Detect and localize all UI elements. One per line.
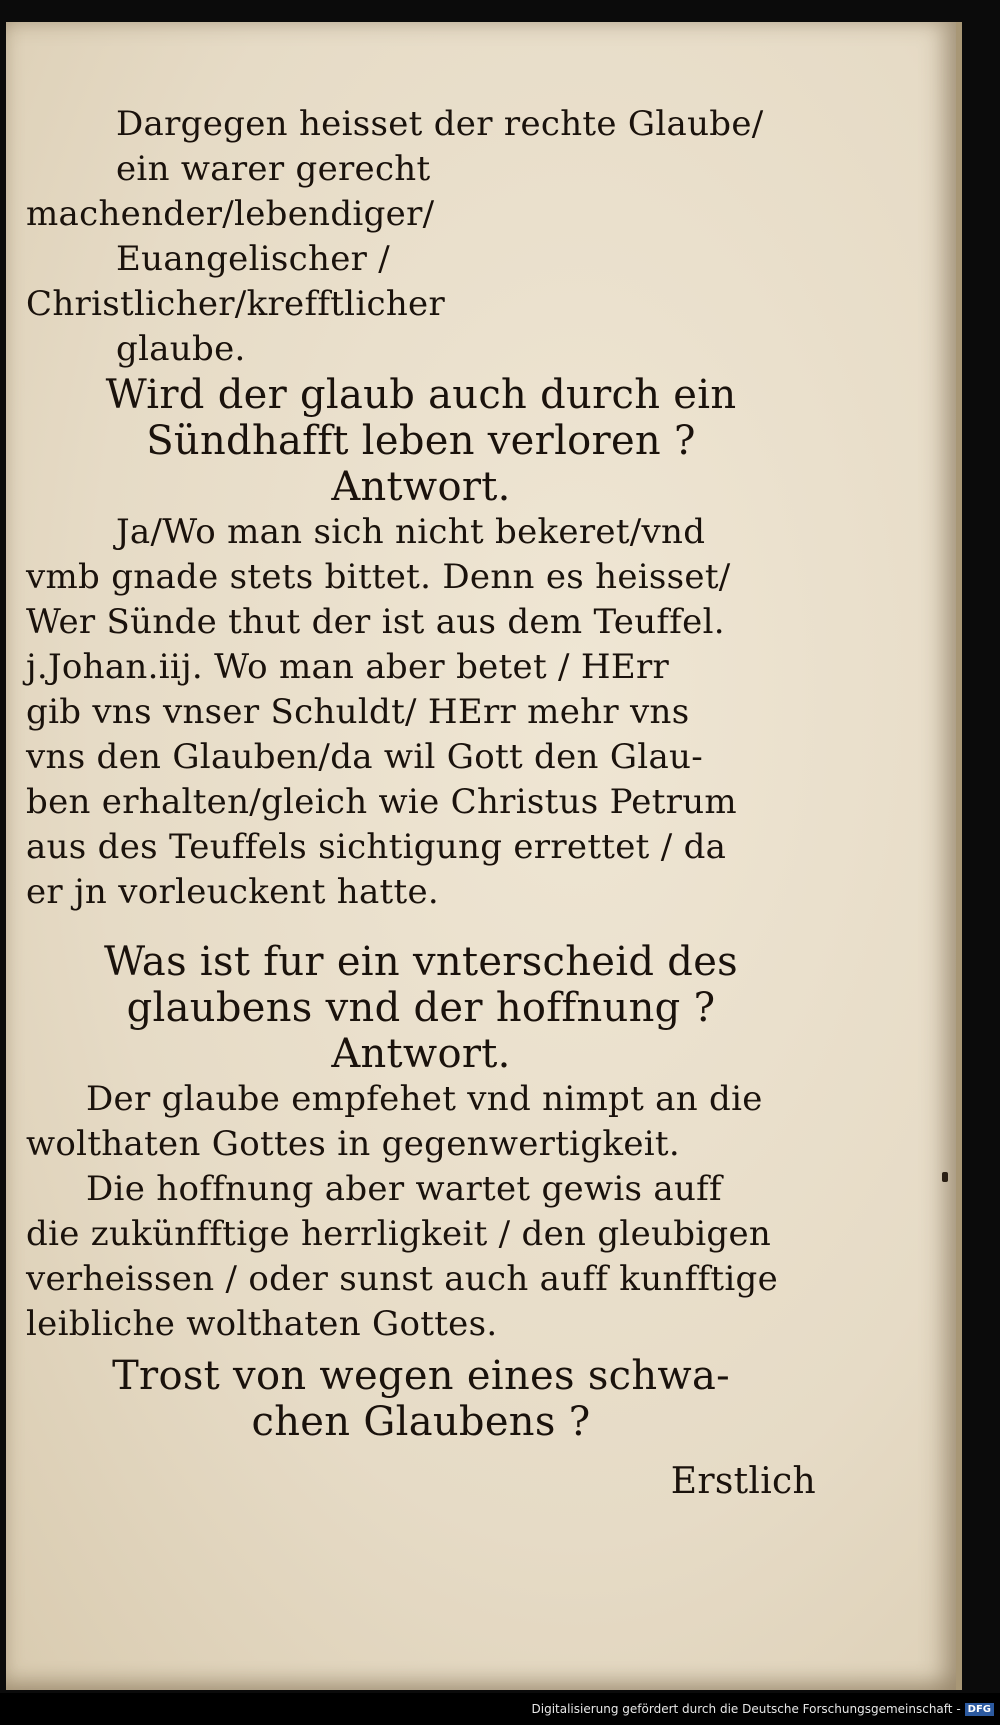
catchword: Erstlich (670, 1461, 816, 1502)
text-line: Der glaube empfehet vnd nimpt an die (86, 1079, 763, 1119)
paragraph-3 (26, 1077, 816, 1167)
book-page (6, 22, 962, 1690)
text-line: j.Johan.iij. Wo man aber betet / HErr (26, 647, 670, 687)
text-line: glaube. (116, 329, 246, 369)
dfg-logo: DFG (965, 1703, 994, 1716)
text-line: verheissen / oder sunst auch auff kunfftige (26, 1259, 778, 1299)
text-line: leibliche wolthaten Gottes. (26, 1304, 498, 1344)
heading-line: chen Glaubens ? (251, 1399, 591, 1445)
text-line: Euangelischer / Christlicher/krefftlicher (26, 239, 446, 324)
paragraph-2 (26, 510, 816, 915)
text-line: Dargegen heisset der rechte Glaube/ (116, 104, 764, 144)
text-line: ben erhalten/gleich wie Christus Petrum (26, 782, 737, 822)
text-line: er jn vorleuckent hatte. (26, 872, 440, 912)
heading-line: Wird der glaub auch durch ein (105, 372, 737, 418)
text-line: Ja/Wo man sich nicht bekeret/vnd (116, 512, 706, 552)
paragraph-4 (26, 1167, 816, 1347)
heading-1 (26, 372, 816, 510)
text-line: Wer Sünde thut der ist aus dem Teuffel. (26, 602, 725, 642)
footer-credit: Digitalisierung gefördert durch die Deutsche Forschungsgemeinschaft - (531, 1702, 961, 1716)
footer-bar (0, 1693, 1000, 1725)
heading-line: Antwort. (331, 1031, 511, 1077)
heading-line: Trost von wegen eines schwa- (112, 1353, 730, 1399)
paragraph-1 (26, 102, 816, 372)
heading-line: Was ist fur ein vnterscheid des (104, 939, 738, 985)
heading-line: glaubens vnd der hoffnung ? (126, 985, 716, 1031)
heading-line: Antwort. (331, 464, 511, 510)
text-line: die zukünfftige herrligkeit / den gleubigen (26, 1214, 772, 1254)
heading-2 (26, 939, 816, 1077)
text-line: vmb gnade stets bittet. Denn es heisset/ (26, 557, 731, 597)
text-line: aus des Teuffels sichtigung errettet / da (26, 827, 727, 867)
heading-line: Sündhafft leben verloren ? (146, 418, 696, 464)
text-line: Die hoffnung aber wartet gewis auff (86, 1169, 722, 1209)
page-text (26, 102, 816, 1504)
text-line: gib vns vnser Schuldt/ HErr mehr vns (26, 692, 690, 732)
heading-3 (26, 1353, 816, 1445)
text-line: wolthaten Gottes in gegenwertigkeit. (26, 1124, 680, 1164)
text-line: vns den Glauben/da wil Gott den Glau- (26, 737, 704, 777)
text-line: ein warer gerecht machender/lebendiger/ (26, 149, 435, 234)
ink-mark (942, 1172, 948, 1182)
